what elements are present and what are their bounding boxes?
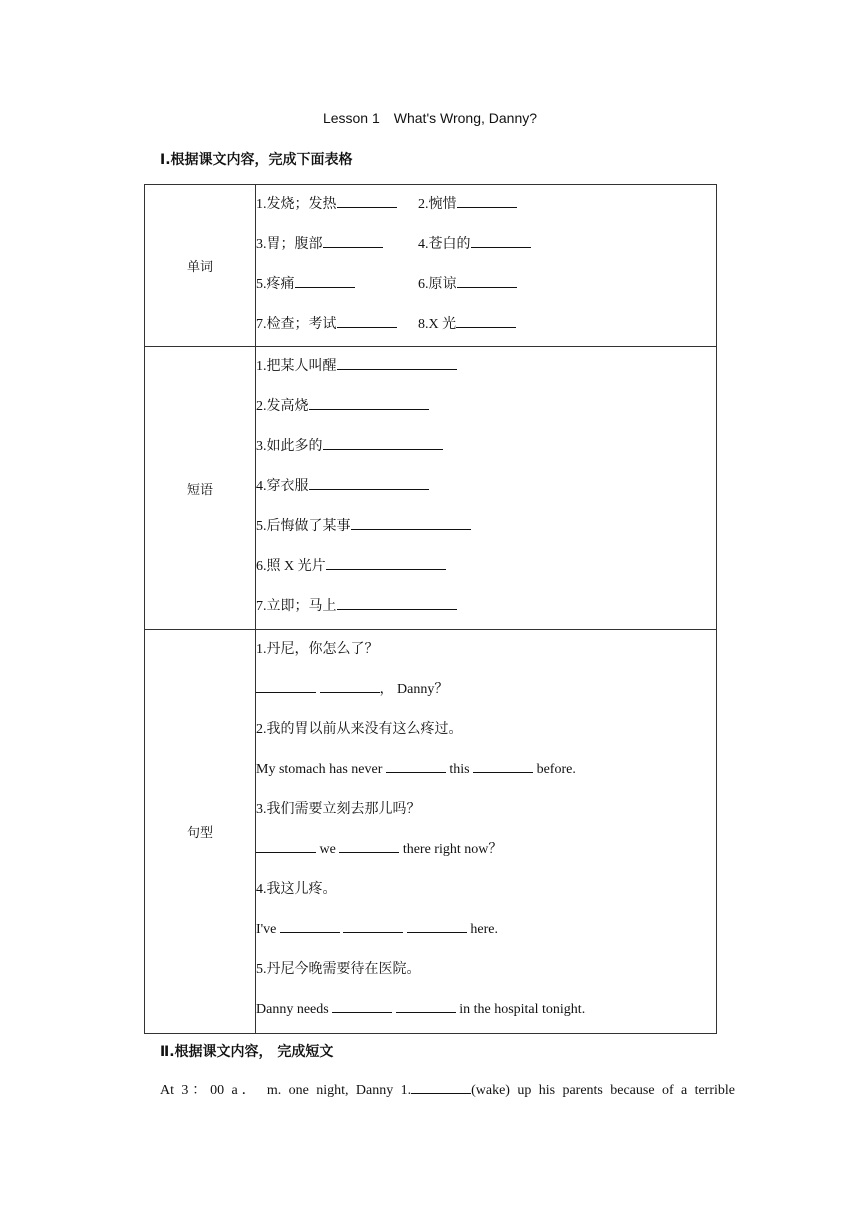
sentence-en: ， Danny？: [256, 670, 716, 710]
vocab-item: 4.苍白的: [418, 237, 471, 252]
answer-blank[interactable]: [456, 313, 516, 328]
answer-blank[interactable]: [386, 758, 446, 773]
vocab-item: 2.惋惜: [418, 197, 457, 212]
vocab-item: 5.疼痛: [256, 277, 295, 292]
phrase-item: 6.照 X 光片: [256, 559, 326, 574]
sentence-cn: 2.我的胃以前从来没有这么疼过。: [256, 722, 463, 737]
sentence-cn: 1.丹尼，你怎么了？: [256, 642, 379, 657]
phrases-category: 短语: [145, 347, 256, 630]
sentence-cn: 4.我这儿疼。: [256, 882, 337, 897]
answer-blank[interactable]: [473, 758, 533, 773]
vocab-item: 8.X 光: [418, 317, 457, 332]
phrase-line: [256, 587, 716, 627]
answer-blank[interactable]: [337, 313, 397, 328]
answer-blank[interactable]: [309, 395, 429, 410]
phrase-item: 5.后悔做了某事: [256, 519, 351, 534]
answer-blank[interactable]: [323, 435, 443, 450]
answer-blank[interactable]: [337, 595, 457, 610]
sentence-cn: 5.丹尼今晚需要待在医院。: [256, 962, 421, 977]
answer-blank[interactable]: [256, 678, 316, 693]
phrase-line: [256, 347, 716, 387]
phrase-item: 4.穿衣服: [256, 479, 309, 494]
vocab-line: [256, 305, 716, 345]
phrase-item: 7.立即；马上: [256, 599, 337, 614]
answer-blank[interactable]: [323, 233, 383, 248]
answer-blank[interactable]: [332, 998, 392, 1013]
vocab-item: 1.发烧；发热: [256, 197, 337, 212]
vocab-row: [145, 185, 717, 347]
answer-blank[interactable]: [411, 1079, 471, 1094]
answer-blank[interactable]: [343, 918, 403, 933]
answer-blank[interactable]: [457, 273, 517, 288]
vocab-line: [256, 225, 716, 265]
sentence-en: My stomach has never this before.: [256, 750, 716, 790]
answer-blank[interactable]: [337, 193, 397, 208]
section-2-heading: Ⅱ.根据课文内容， 完成短文: [160, 1044, 334, 1060]
passage-text: [160, 1079, 735, 1099]
vocab-cell: [256, 185, 717, 347]
answer-blank[interactable]: [295, 273, 355, 288]
phrase-line: [256, 427, 716, 467]
phrases-cell: [256, 347, 717, 630]
phrase-line: [256, 507, 716, 547]
answer-blank[interactable]: [326, 555, 446, 570]
vocab-item: 6.原谅: [418, 277, 457, 292]
phrase-line: [256, 387, 716, 427]
lesson-title: Lesson 1 What's Wrong, Danny?: [322, 110, 538, 126]
answer-blank[interactable]: [337, 355, 457, 370]
answer-blank[interactable]: [351, 515, 471, 530]
sentences-cell: [256, 630, 717, 1034]
answer-blank[interactable]: [280, 918, 340, 933]
answer-blank[interactable]: [407, 918, 467, 933]
vocab-line: [256, 265, 716, 305]
phrase-item: 1.把某人叫醒: [256, 359, 337, 374]
sentence-en: I've here.: [256, 910, 716, 950]
vocab-item: 3.胃；腹部: [256, 237, 323, 252]
phrase-item: 2.发高烧: [256, 399, 309, 414]
phrase-line: [256, 547, 716, 587]
passage-after: (wake) up his parents because of a terrible: [471, 1083, 735, 1098]
answer-blank[interactable]: [396, 998, 456, 1013]
vocab-item: 7.检查；考试: [256, 317, 337, 332]
answer-blank[interactable]: [457, 193, 517, 208]
sentences-category: 句型: [145, 630, 256, 1034]
sentence-en: Danny needs in the hospital tonight.: [256, 990, 716, 1030]
section-1-heading: Ⅰ.根据课文内容，完成下面表格: [160, 152, 353, 168]
answer-blank[interactable]: [256, 838, 316, 853]
sentence-cn: 3.我们需要立刻去那儿吗？: [256, 802, 421, 817]
sentence-en: we there right now？: [256, 830, 716, 870]
sentences-row: [145, 630, 717, 1034]
answer-blank[interactable]: [320, 678, 380, 693]
phrase-line: [256, 467, 716, 507]
phrases-row: [145, 347, 717, 630]
phrase-item: 3.如此多的: [256, 439, 323, 454]
answer-blank[interactable]: [471, 233, 531, 248]
passage-before: At 3：00 a． m. one night, Danny 1.: [160, 1083, 412, 1098]
vocab-category: 单词: [145, 185, 256, 347]
vocab-line: [256, 185, 716, 225]
answer-blank[interactable]: [309, 475, 429, 490]
exercise-table: [144, 184, 717, 1034]
answer-blank[interactable]: [339, 838, 399, 853]
